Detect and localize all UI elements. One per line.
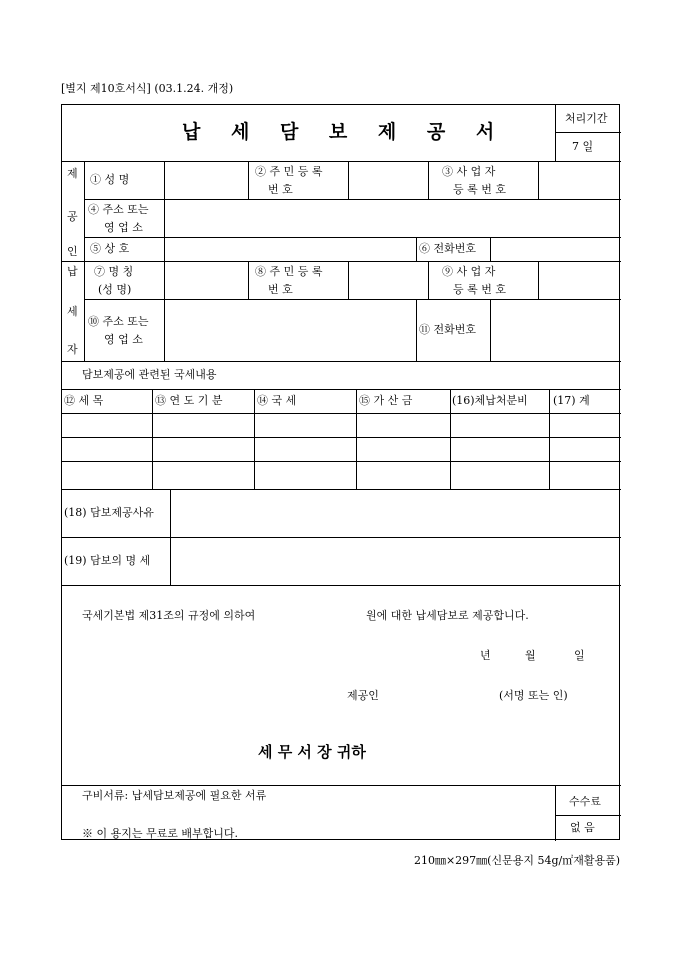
date-month: 월 — [525, 649, 536, 662]
form-label: [별지 제10호서식] (03.1.24. 개정) — [61, 82, 234, 95]
provider-address-label-2: 영 업 소 — [104, 221, 143, 234]
provider-rrn-label-1: ② 주 민 등 록 — [255, 165, 323, 178]
taxpayer-name-label-1: ⑦ 명 칭 — [94, 265, 134, 278]
provider-bizno-label-1: ③ 사 업 자 — [442, 165, 496, 178]
reason-label: (18) 담보제공사유 — [64, 506, 154, 519]
taxpayer-name-label-2: (성 명) — [98, 283, 132, 296]
taxpayer-address-label-2: 영 업 소 — [104, 333, 143, 346]
date-day: 일 — [574, 649, 585, 662]
fee-value: 없 음 — [570, 821, 595, 834]
taxpayer-bizno-label-1: ⑨ 사 업 자 — [442, 265, 496, 278]
fee-label: 수수료 — [569, 795, 601, 808]
provider-group-label-1: 제 — [67, 167, 78, 180]
provider-bizno-label-2: 등 록 번 호 — [453, 183, 506, 196]
taxpayer-group-label-2: 세 — [67, 305, 78, 318]
column-tax-item: ⑫ 세 목 — [64, 394, 104, 407]
provider-sign-label: 제공인 — [347, 689, 379, 702]
taxpayer-rrn-label-1: ⑧ 주 민 등 록 — [255, 265, 323, 278]
taxpayer-group-label-3: 자 — [67, 343, 78, 356]
date-year: 년 — [480, 649, 491, 662]
taxpayer-rrn-label-2: 번 호 — [268, 283, 293, 296]
documents-label: 구비서류: 납세담보제공에 필요한 서류 — [82, 789, 267, 802]
processing-period-value: 7 일 — [572, 140, 594, 153]
taxpayer-group-label-1: 납 — [67, 265, 78, 278]
provider-name-label: ① 성 명 — [90, 173, 130, 186]
tax-security-form — [61, 104, 620, 840]
column-national-tax: ⑭ 국 세 — [257, 394, 297, 407]
column-penalty: ⑮ 가 산 금 — [359, 394, 413, 407]
recipient: 세 무 서 장 귀하 — [258, 743, 366, 761]
provider-rrn-label-2: 번 호 — [268, 183, 293, 196]
provider-trade-label: ⑤ 상 호 — [90, 242, 130, 255]
paper-note: 210㎜×297㎜(신문용지 54g/㎡재활용품) — [413, 854, 620, 867]
provider-group-label-3: 인 — [67, 245, 78, 258]
free-note: ※ 이 용지는 무료로 배부합니다. — [82, 827, 238, 840]
column-year: ⑬ 연 도 기 분 — [155, 394, 223, 407]
declaration-left: 국세기본법 제31조의 규정에 의하여 — [82, 609, 256, 622]
detail-label: (19) 담보의 명 세 — [64, 554, 151, 567]
column-total: (17) 계 — [553, 394, 590, 407]
provider-address-label-1: ④ 주소 또는 — [88, 203, 149, 216]
processing-period-label: 처리기간 — [565, 112, 608, 125]
tax-section-heading: 담보제공에 관련된 국세내용 — [82, 368, 217, 381]
provider-group-label-2: 공 — [67, 210, 78, 223]
sign-or-seal: (서명 또는 인) — [499, 689, 568, 702]
taxpayer-bizno-label-2: 등 록 번 호 — [453, 283, 506, 296]
form-title: 납 세 담 보 제 공 서 — [182, 121, 507, 143]
taxpayer-phone-label: ⑪ 전화번호 — [419, 323, 477, 336]
taxpayer-address-label-1: ⑩ 주소 또는 — [88, 315, 149, 328]
declaration-right: 원에 대한 납세담보로 제공합니다. — [366, 609, 529, 622]
column-disposition-cost: (16)체납처분비 — [452, 394, 528, 407]
provider-phone-label: ⑥ 전화번호 — [419, 242, 477, 255]
